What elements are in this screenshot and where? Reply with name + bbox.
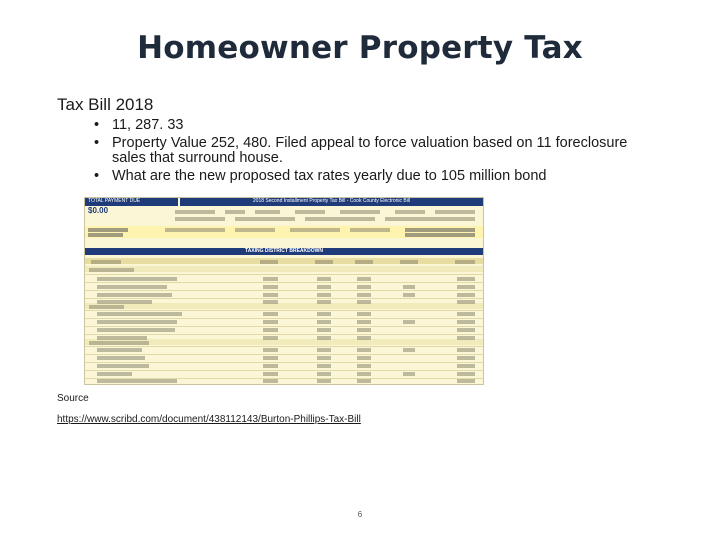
- bill-text-placeholder: [405, 228, 475, 232]
- bill-text-placeholder: [317, 356, 331, 360]
- bill-text-placeholder: [357, 312, 371, 316]
- bill-amount: $0.00: [88, 206, 109, 215]
- bill-text-placeholder: [403, 293, 415, 297]
- bullet-item: [92, 169, 652, 185]
- bill-text-placeholder: [457, 320, 475, 324]
- bill-text-placeholder: [263, 320, 278, 324]
- bill-text-placeholder: [350, 228, 390, 232]
- bill-text-placeholder: [290, 228, 340, 232]
- bill-text-placeholder: [97, 320, 177, 324]
- bill-text-placeholder: [97, 293, 172, 297]
- bill-text-placeholder: [91, 260, 121, 264]
- page-number: 6: [357, 510, 363, 519]
- bill-text-placeholder: [317, 300, 331, 304]
- bill-text-placeholder: [457, 356, 475, 360]
- bill-text-placeholder: [357, 300, 371, 304]
- bill-text-placeholder: [317, 348, 331, 352]
- bill-text-placeholder: [165, 228, 225, 232]
- bill-row-line: [85, 290, 483, 291]
- bill-text-placeholder: [357, 336, 371, 340]
- bill-text-placeholder: [357, 379, 371, 383]
- bill-text-placeholder: [400, 260, 418, 264]
- bill-row-line: [85, 310, 483, 311]
- bill-text-placeholder: [457, 364, 475, 368]
- bill-text-placeholder: [457, 379, 475, 383]
- bullet-item: [92, 118, 652, 134]
- bill-text-placeholder: [355, 260, 373, 264]
- bill-row-line: [85, 362, 483, 363]
- bill-text-placeholder: [263, 379, 278, 383]
- bill-text-placeholder: [395, 210, 425, 214]
- bill-text-placeholder: [357, 328, 371, 332]
- bill-text-placeholder: [357, 277, 371, 281]
- bill-row-line: [85, 346, 483, 347]
- bill-row-line: [85, 370, 483, 371]
- source-link[interactable]: https://www.scribd.com/document/438112143/Burton-Phillips-Tax-Bill: [57, 414, 361, 425]
- bill-text-placeholder: [340, 210, 380, 214]
- slide-subtitle: Tax Bill 2018: [57, 95, 154, 114]
- bill-text-placeholder: [457, 285, 475, 289]
- bill-text-placeholder: [263, 277, 278, 281]
- bill-text-placeholder: [317, 328, 331, 332]
- bill-text-placeholder: [263, 336, 278, 340]
- bill-text-placeholder: [263, 300, 278, 304]
- bill-text-placeholder: [317, 285, 331, 289]
- bill-text-placeholder: [317, 320, 331, 324]
- bill-text-placeholder: [317, 277, 331, 281]
- bill-text-placeholder: [357, 348, 371, 352]
- bill-text-placeholder: [88, 228, 128, 232]
- bill-text-placeholder: [263, 348, 278, 352]
- bill-text-placeholder: [97, 328, 175, 332]
- bill-text-placeholder: [457, 293, 475, 297]
- bill-text-placeholder: [457, 348, 475, 352]
- bill-text-placeholder: [403, 372, 415, 376]
- bill-text-placeholder: [225, 210, 245, 214]
- bill-text-placeholder: [88, 233, 123, 237]
- bill-text-placeholder: [97, 312, 182, 316]
- bill-text-placeholder: [97, 336, 147, 340]
- bill-text-placeholder: [97, 285, 167, 289]
- bill-text-placeholder: [457, 328, 475, 332]
- bill-text-placeholder: [97, 356, 145, 360]
- bullet-dot-icon: •: [94, 117, 100, 133]
- bill-text-placeholder: [457, 336, 475, 340]
- bullet-text: 11, 287. 33: [112, 117, 184, 133]
- bill-text-placeholder: [385, 217, 475, 221]
- bill-row-line: [85, 354, 483, 355]
- bill-text-placeholder: [455, 260, 475, 264]
- bill-text-placeholder: [317, 379, 331, 383]
- bill-text-placeholder: [89, 341, 149, 345]
- tax-bill-image: [84, 197, 484, 385]
- bill-text-placeholder: [295, 210, 325, 214]
- bullet-text: Property Value 252, 480. Filed appeal to force valuation based on 11 foreclosure sales that surround house.: [112, 134, 628, 166]
- bullet-text: What are the new proposed tax rates yearly due to 105 million bond: [112, 167, 547, 184]
- bill-text-placeholder: [235, 228, 275, 232]
- bill-text-placeholder: [315, 260, 333, 264]
- bill-text-placeholder: [357, 293, 371, 297]
- bill-text-placeholder: [357, 320, 371, 324]
- bill-text-placeholder: [260, 260, 278, 264]
- bill-text-placeholder: [97, 277, 177, 281]
- bill-text-placeholder: [357, 356, 371, 360]
- bill-text-placeholder: [403, 285, 415, 289]
- bill-text-placeholder: [357, 364, 371, 368]
- bullet-dot-icon: •: [94, 134, 100, 151]
- bill-text-placeholder: [263, 372, 278, 376]
- bill-text-placeholder: [263, 356, 278, 360]
- bill-row-line: [85, 318, 483, 319]
- bullet-list: [92, 118, 652, 186]
- bill-text-placeholder: [357, 372, 371, 376]
- slide-title: Homeowner Property Tax: [137, 30, 583, 66]
- bill-text-placeholder: [175, 210, 215, 214]
- bill-text-placeholder: [263, 312, 278, 316]
- bill-text-placeholder: [317, 293, 331, 297]
- bill-subheader: [85, 266, 483, 272]
- bill-text-placeholder: [357, 285, 371, 289]
- bill-text-placeholder: [457, 312, 475, 316]
- bill-row-line: [85, 282, 483, 283]
- bill-row-line: [85, 298, 483, 299]
- bill-text-placeholder: [89, 268, 134, 272]
- bill-header-title: 2018 Second Installment Property Tax Bill - Cook County Electronic Bill: [180, 198, 483, 206]
- bill-text-placeholder: [97, 364, 149, 368]
- bullet-dot-icon: •: [94, 167, 100, 184]
- bill-text-placeholder: [435, 210, 475, 214]
- bill-text-placeholder: [263, 285, 278, 289]
- bill-text-placeholder: [317, 372, 331, 376]
- bill-section-title: TAXING DISTRICT BREAKDOWN: [245, 248, 323, 254]
- bill-text-placeholder: [263, 293, 278, 297]
- bill-text-placeholder: [405, 233, 475, 237]
- bill-text-placeholder: [235, 217, 295, 221]
- bill-text-placeholder: [317, 312, 331, 316]
- bill-text-placeholder: [305, 217, 375, 221]
- bill-text-placeholder: [263, 364, 278, 368]
- bill-text-placeholder: [457, 372, 475, 376]
- bill-text-placeholder: [97, 379, 177, 383]
- bill-text-placeholder: [317, 336, 331, 340]
- bill-row-line: [85, 326, 483, 327]
- bill-text-placeholder: [89, 305, 124, 309]
- bill-text-placeholder: [97, 372, 132, 376]
- source-label: Source: [57, 393, 89, 404]
- bill-text-placeholder: [317, 364, 331, 368]
- bill-text-placeholder: [403, 348, 415, 352]
- bill-text-placeholder: [263, 328, 278, 332]
- bill-row-line: [85, 334, 483, 335]
- bill-column-header: [85, 258, 483, 264]
- bill-text-placeholder: [403, 320, 415, 324]
- bill-total-due-header: TOTAL PAYMENT DUE: [85, 198, 178, 206]
- bullet-item: [92, 136, 652, 167]
- bill-text-placeholder: [175, 217, 225, 221]
- bill-text-placeholder: [97, 348, 142, 352]
- bill-text-placeholder: [97, 300, 152, 304]
- bill-text-placeholder: [457, 300, 475, 304]
- bill-text-placeholder: [255, 210, 280, 214]
- bill-row-line: [85, 274, 483, 275]
- bill-text-placeholder: [457, 277, 475, 281]
